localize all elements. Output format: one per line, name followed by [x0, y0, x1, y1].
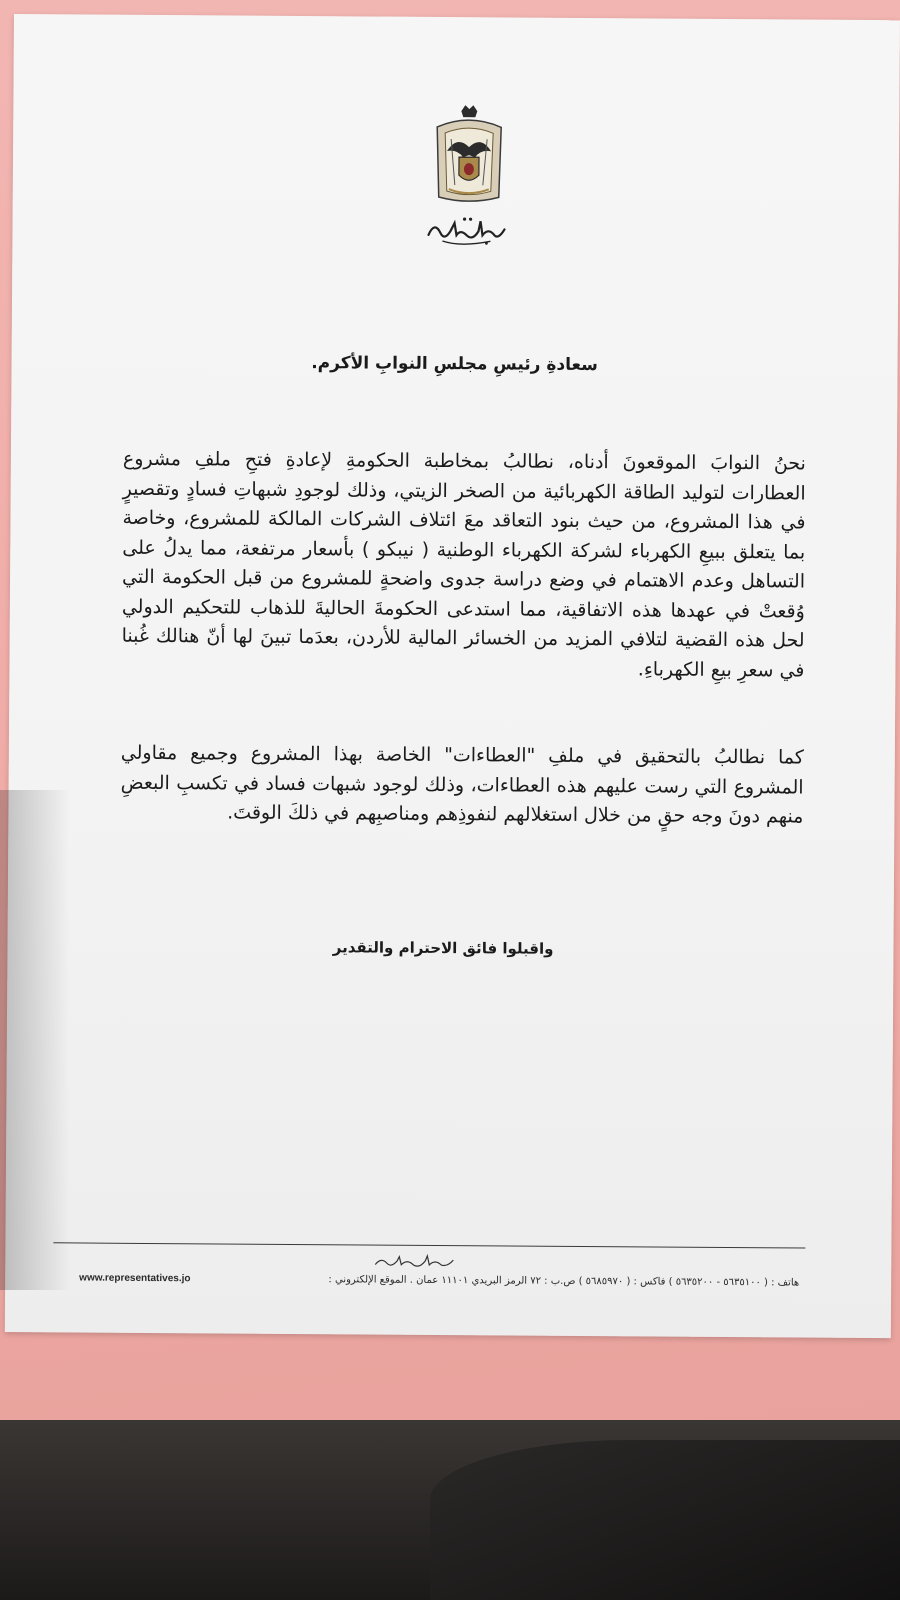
- letter-page: [5, 14, 900, 1338]
- paragraph-1: نحنُ النوابَ الموقعونَ أدناه، نطالبُ بمخاطبة الحكومةِ لإعادةِ فتحِ ملفِ مشروع العطارات لتوليد الطاقة الكهربائية من الصخر الزيتي، وذلك لوجودِ شبهاتِ فسادٍ وتقصيرٍ في هذا المشروع، من حيث بنود التعاقد معَ ائتلاف الشركات المالكة للمشروع، وخاصة بما يتعلق ببيعِ الكهرباء لشركة الكهرباء الوطنية ( نيبكو ) بأسعار مرتفعة، مما يدلُ على التساهل وعدم الاهتمام في وضع دراسة جدوى واضحةٍ للمشروع من قبل الحكومة التي وُقعتْ في عهدها هذه الاتفاقية، مما استدعى الحكومةَ الحاليةَ للذهاب للتحكيم الدولي لحل هذه القضية لتلافي المزيد من الخسائر المالية للأردن، بعدَما تبينَ لها أنّ هنالك غُبنا في سعرِ بيعِ الكهرباءِ.: [121, 447, 806, 682]
- letter-heading: سعادةِ رئيسِ مجلسِ النوابِ الأكرم.: [311, 353, 598, 376]
- footer-contact-line: [79, 1272, 799, 1288]
- dark-cloth: [430, 1440, 900, 1600]
- paragraph-2: كما نطالبُ بالتحقيق في ملفِ "العطاءات" الخاصة بهذا المشروع وجميع مقاولي المشروع التي رست عليهم هذه العطاءات، وذلك لوجود شبهات فساد في تكسبِ البعضِ منهم دونَ وجه حقٍ من خلال استغلالهم لنفوذِهم ومناصبِهم في ذلكَ الوقتَ.: [120, 741, 804, 828]
- footer-divider: [53, 1242, 805, 1248]
- footer-seal-icon: [369, 1253, 459, 1272]
- footer-website-link[interactable]: www.representatives.jo: [79, 1272, 191, 1285]
- royal-emblem-icon: [431, 105, 508, 206]
- council-logo-icon: [420, 211, 510, 250]
- closing-line: واقبلوا فائق الاحترام والتقدير: [332, 938, 554, 958]
- footer-contact-text: هاتف : ( ٥٦٣٥١٠٠ - ٥٦٣٥٢٠٠ ) فاكس : ( ٥٦٨٥٩٧٠ ) ص.ب : ٧٢ الرمز البريدي ١١١٠١ عمان . الموقع الإلكتروني :: [328, 1274, 800, 1289]
